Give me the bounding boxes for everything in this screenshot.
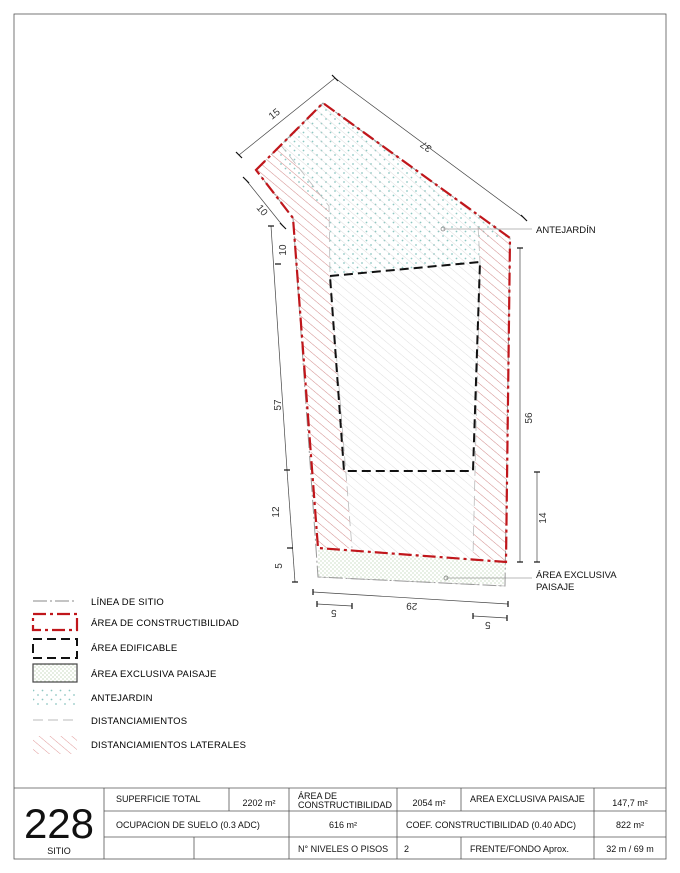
site-number-caption: SITIO [47,846,71,856]
legend-label-buildable: ÁREA EDIFICABLE [91,643,178,654]
dim-top-short: 15 [266,106,283,123]
legend-label-antejardin: ANTEJARDIN [91,693,153,704]
legend-symbol-buildable [33,639,77,658]
superficie-total-label: SUPERFICIE TOTAL [116,794,201,804]
exclusive-callout-line2: PAISAJE [536,582,575,593]
dim-left-upper: 10 [253,202,270,219]
area-constructibilidad-label-1: ÁREA DE [298,791,338,801]
frente-value: 32 m / 69 m [606,844,654,854]
area-exclusiva-label: AREA EXCLUSIVA PAISAJE [470,794,585,804]
dim-left-lower: 12 [271,506,282,518]
coef-value: 822 m² [615,820,645,830]
coef-label: COEF. CONSTRUCTIBILIDAD (0.40 ADC) [406,820,577,830]
legend-label-exclusive-landscape: ÁREA EXCLUSIVA PAISAJE [91,669,217,680]
frente-label: FRENTE/FONDO Aprox. [470,844,570,854]
dim-bottom-mid: 29 [406,599,418,612]
dim-right-lower: 14 [538,512,549,524]
site-number: 228 [23,800,95,847]
legend-label-lateral-setbacks: DISTANCIAMIENTOS LATERALES [91,740,247,751]
legend-label-site-line: LÍNEA DE SITIO [91,597,165,608]
area-exclusiva-value: 147,7 m² [612,798,648,808]
dim-left-long: 57 [273,399,284,411]
dim-right-long: 56 [524,412,535,424]
legend-symbol-constructibility [33,614,77,630]
area-constructibilidad-label-2: CONSTRUCTIBILIDAD [298,800,393,810]
antejardin-callout: ANTEJARDÍN [536,225,596,236]
legend-label-setbacks: DISTANCIAMIENTOS [91,716,188,727]
dim-left-mid: 10 [278,244,289,256]
dim-left-bottom: 5 [274,563,285,569]
legend [33,597,246,754]
superficie-total-value: 2202 m² [242,798,276,808]
dim-top-long: 37 [418,138,435,154]
niveles-value: 2 [404,844,410,854]
dim-bottom-right: 5 [484,618,491,631]
dim-bottom-left: 5 [330,606,337,619]
niveles-label: N° NIVELES O PISOS [298,844,389,854]
legend-symbol-lateral-setbacks [33,736,77,754]
ocupacion-value: 616 m² [328,820,358,830]
ocupacion-label: OCUPACION DE SUELO (0.3 ADC) [116,820,260,830]
legend-symbol-antejardin [33,689,77,707]
site-plan [236,75,617,630]
legend-symbol-exclusive-landscape [33,664,77,682]
legend-label-constructibility: ÁREA DE CONSTRUCTIBILIDAD [91,618,240,629]
area-constructibilidad-value: 2054 m² [412,798,446,808]
exclusive-callout-line1: ÁREA EXCLUSIVA [536,570,617,581]
